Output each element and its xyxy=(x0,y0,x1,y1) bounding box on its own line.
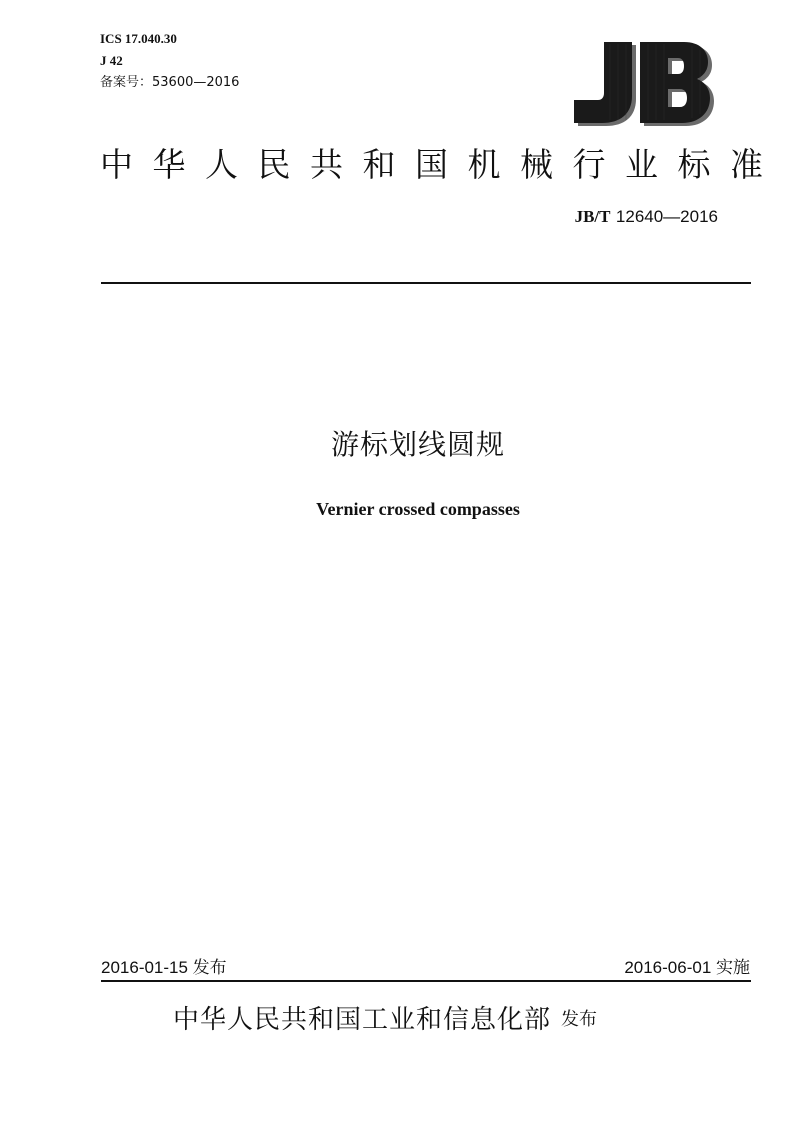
issue-action: 发布 xyxy=(561,1009,598,1030)
issuing-ministry-standard-title: 中华人民共和国机械行业标准 xyxy=(100,145,783,184)
j-classification-code: J 42 xyxy=(100,53,123,68)
document-title-english: Vernier crossed compasses xyxy=(316,499,520,519)
jb-logo xyxy=(566,40,716,126)
filing-number xyxy=(100,75,239,91)
standard-number-prefix: JB/T xyxy=(574,207,611,226)
document-title-chinese: 游标划线圆规 xyxy=(330,428,505,461)
filing-value: 53600—2016 xyxy=(152,75,240,90)
release-date: 2016-01-15 发布 xyxy=(101,958,227,977)
implementation-date: 2016-06-01 实施 xyxy=(624,958,750,977)
filing-label: 备案号： xyxy=(100,75,153,90)
jb-logo-graphic xyxy=(566,40,716,126)
top-divider xyxy=(101,282,751,284)
bottom-divider xyxy=(101,980,751,982)
standard-number-value: 12640—2016 xyxy=(615,207,718,226)
issuer-line xyxy=(173,1002,597,1038)
issuing-organization: 中华人民共和国工业和信息化部 xyxy=(173,1005,552,1035)
ics-code: ICS 17.040.30 xyxy=(100,31,177,46)
standard-number xyxy=(575,206,718,228)
